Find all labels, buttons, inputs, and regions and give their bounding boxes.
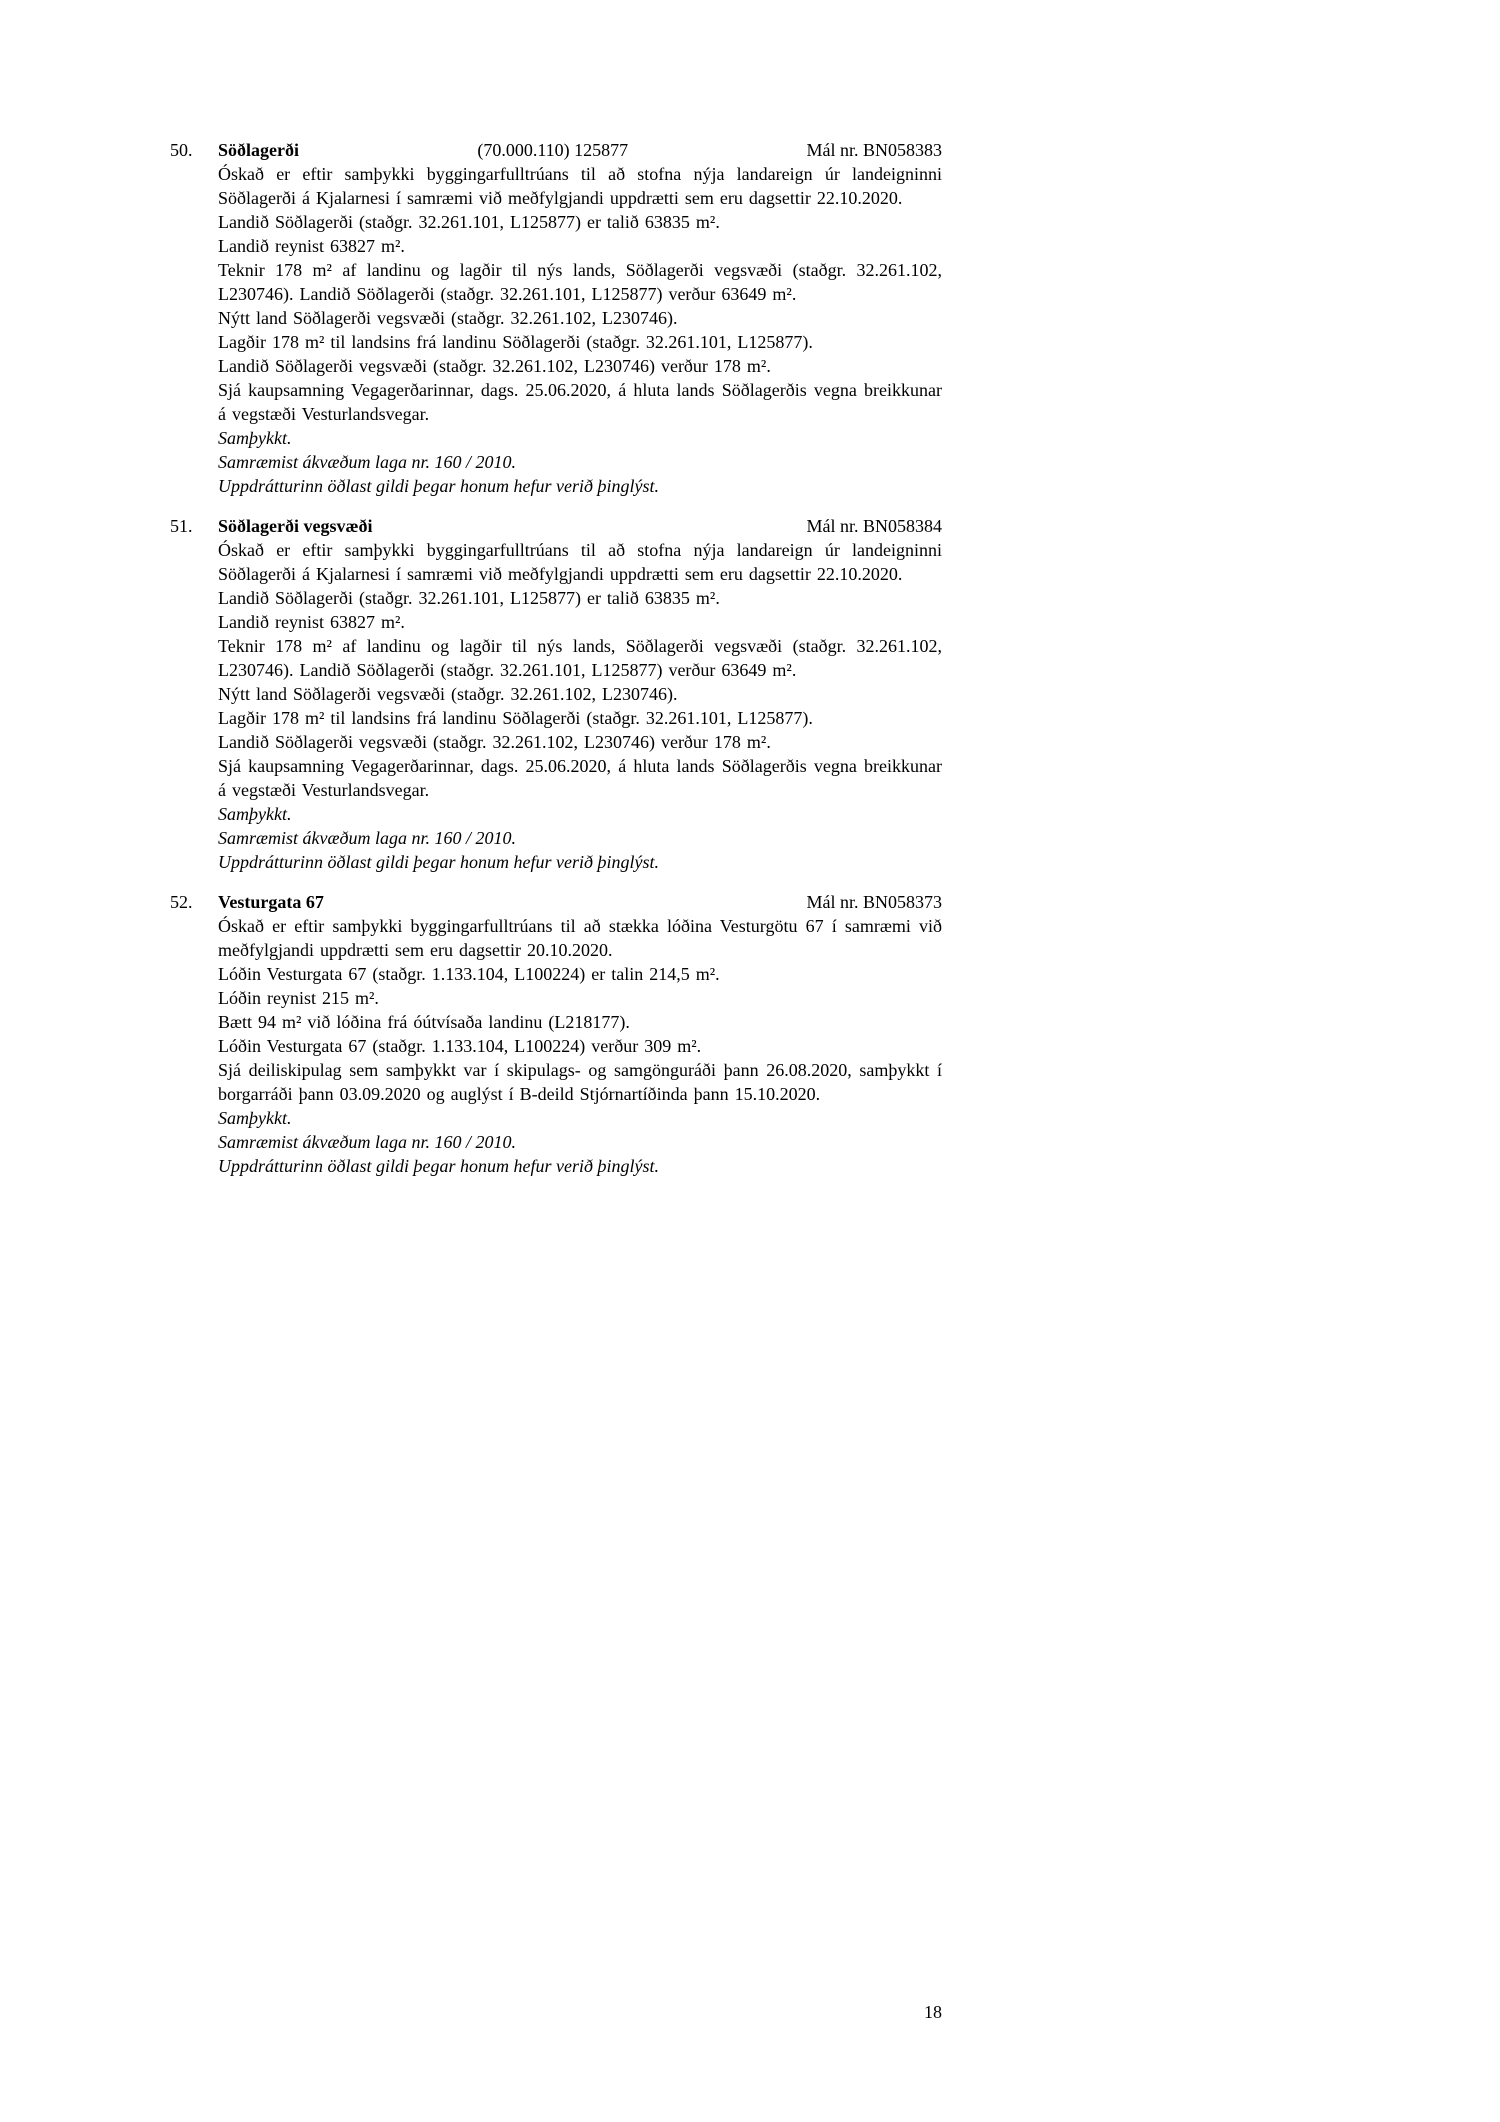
agenda-item-50 bbox=[170, 138, 942, 498]
decision-line: Uppdrátturinn öðlast gildi þegar honum hefur verið þinglýst. bbox=[218, 852, 659, 872]
paragraph: Sjá kaupsamning Vegagerðarinnar, dags. 25.06.2020, á hluta lands Söðlagerðis vegna breikkunar á vegstæði Vesturlandsvegar. bbox=[218, 756, 942, 800]
decision-line: Samræmist ákvæðum laga nr. 160 / 2010. bbox=[218, 1132, 517, 1152]
case-number: Mál nr. BN058373 bbox=[806, 892, 942, 912]
paragraph: Lóðin Vesturgata 67 (staðgr. 1.133.104, L100224) verður 309 m². bbox=[218, 1036, 702, 1056]
case-number: Mál nr. BN058384 bbox=[806, 516, 942, 536]
decision-line: Samræmist ákvæðum laga nr. 160 / 2010. bbox=[218, 452, 517, 472]
agenda-item-52 bbox=[170, 890, 942, 1178]
page-number: 18 bbox=[924, 2002, 942, 2022]
decision-line: Uppdrátturinn öðlast gildi þegar honum hefur verið þinglýst. bbox=[218, 1156, 659, 1176]
item-number: 50. bbox=[170, 140, 193, 160]
case-number: Mál nr. BN058383 bbox=[806, 140, 942, 160]
agenda-item-51 bbox=[170, 514, 942, 874]
item-reference: (70.000.110) 125877 bbox=[477, 140, 629, 160]
item-header bbox=[170, 514, 942, 538]
paragraph: Bætt 94 m² við lóðina frá óútvísaða landinu (L218177). bbox=[218, 1012, 630, 1032]
item-body bbox=[218, 538, 942, 874]
decision-line: Samþykkt. bbox=[218, 1108, 292, 1128]
paragraph: Landið Söðlagerði vegsvæði (staðgr. 32.261.102, L230746) verður 178 m². bbox=[218, 356, 771, 376]
paragraph: Landið Söðlagerði (staðgr. 32.261.101, L125877) er talið 63835 m². bbox=[218, 588, 720, 608]
item-body bbox=[218, 162, 942, 498]
item-number: 51. bbox=[170, 516, 193, 536]
item-title: Söðlagerði vegsvæði bbox=[218, 516, 373, 536]
paragraph: Nýtt land Söðlagerði vegsvæði (staðgr. 32.261.102, L230746). bbox=[218, 684, 678, 704]
item-body bbox=[218, 914, 942, 1178]
paragraph: Landið Söðlagerði vegsvæði (staðgr. 32.261.102, L230746) verður 178 m². bbox=[218, 732, 771, 752]
paragraph: Teknir 178 m² af landinu og lagðir til nýs lands, Söðlagerði vegsvæði (staðgr. 32.261.102, L230746). Landið Söðlagerði (staðgr. 32.261.101, L125877) verður 63649 m². bbox=[218, 636, 942, 680]
decision-line: Samþykkt. bbox=[218, 804, 292, 824]
paragraph: Lóðin reynist 215 m². bbox=[218, 988, 379, 1008]
paragraph: Sjá kaupsamning Vegagerðarinnar, dags. 25.06.2020, á hluta lands Söðlagerðis vegna breikkunar á vegstæði Vesturlandsvegar. bbox=[218, 380, 942, 424]
item-number: 52. bbox=[170, 892, 193, 912]
decision-line: Samræmist ákvæðum laga nr. 160 / 2010. bbox=[218, 828, 517, 848]
paragraph: Landið reynist 63827 m². bbox=[218, 236, 405, 256]
paragraph: Sjá deiliskipulag sem samþykkt var í skipulags- og samgönguráði þann 26.08.2020, samþykkt í borgarráði þann 03.09.2020 og auglýst í B-deild Stjórnartíðinda þann 15.10.2020. bbox=[218, 1060, 942, 1104]
paragraph: Lagðir 178 m² til landsins frá landinu Söðlagerði (staðgr. 32.261.101, L125877). bbox=[218, 332, 813, 352]
paragraph: Lóðin Vesturgata 67 (staðgr. 1.133.104, L100224) er talin 214,5 m². bbox=[218, 964, 720, 984]
item-header bbox=[170, 138, 942, 162]
decision-line: Uppdrátturinn öðlast gildi þegar honum hefur verið þinglýst. bbox=[218, 476, 659, 496]
paragraph: Lagðir 178 m² til landsins frá landinu Söðlagerði (staðgr. 32.261.101, L125877). bbox=[218, 708, 813, 728]
paragraph: Landið reynist 63827 m². bbox=[218, 612, 405, 632]
item-title: Söðlagerði bbox=[218, 140, 299, 160]
paragraph: Landið Söðlagerði (staðgr. 32.261.101, L125877) er talið 63835 m². bbox=[218, 212, 720, 232]
paragraph: Óskað er eftir samþykki byggingarfulltrúans til að stofna nýja landareign úr landeigninni Söðlagerði á Kjalarnesi í samræmi við meðfylgjandi uppdrætti sem eru dagsettir 22.10.2020. bbox=[218, 540, 942, 584]
paragraph: Óskað er eftir samþykki byggingarfulltrúans til að stofna nýja landareign úr landeigninni Söðlagerði á Kjalarnesi í samræmi við meðfylgjandi uppdrætti sem eru dagsettir 22.10.2020. bbox=[218, 164, 942, 208]
document-content bbox=[170, 138, 942, 1194]
paragraph: Óskað er eftir samþykki byggingarfulltrúans til að stækka lóðina Vesturgötu 67 í samræmi við meðfylgjandi uppdrætti sem eru dagsettir 20.10.2020. bbox=[218, 916, 942, 960]
decision-line: Samþykkt. bbox=[218, 428, 292, 448]
paragraph: Nýtt land Söðlagerði vegsvæði (staðgr. 32.261.102, L230746). bbox=[218, 308, 678, 328]
paragraph: Teknir 178 m² af landinu og lagðir til nýs lands, Söðlagerði vegsvæði (staðgr. 32.261.102, L230746). Landið Söðlagerði (staðgr. 32.261.101, L125877) verður 63649 m². bbox=[218, 260, 942, 304]
item-header bbox=[170, 890, 942, 914]
item-title: Vesturgata 67 bbox=[218, 892, 324, 912]
